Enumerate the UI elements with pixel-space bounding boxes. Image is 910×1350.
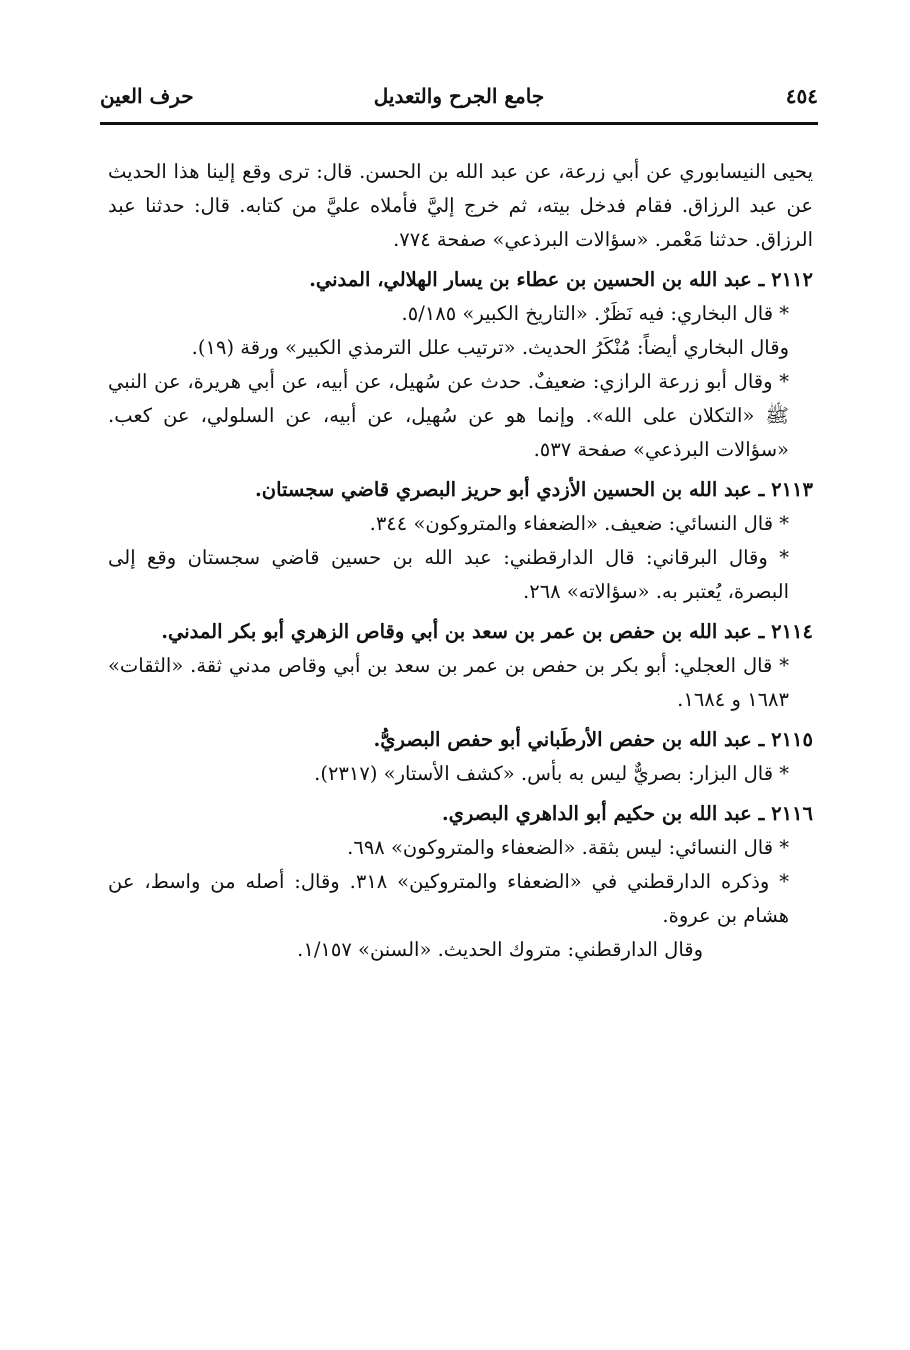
paragraph: وقال البخاري أيضاً: مُنْكَرُ الحديث. «ترتيب علل الترمذي الكبير» ورقة (١٩). xyxy=(191,336,789,359)
paragraph: * قال البخاري: فيه نَظَرٌ. «التاريخ الكبير» ٥/١٨٥. xyxy=(401,302,789,325)
paragraph: وقال الدارقطني: متروك الحديث. «السنن» ١/١٥٧. xyxy=(297,938,703,961)
paragraph: * وقال البرقاني: قال الدارقطني: عبد الله بن حسين قاضي سجستان وقع إلى البصرة، يُعتبر به. «سؤالاته» ٢٦٨. xyxy=(108,546,789,603)
paragraph: * وذكره الدارقطني في «الضعفاء والمتروكين» ٣١٨. وقال: أصله من واسط، عن هشام بن عروة. xyxy=(108,870,789,927)
book-title: جامع الجرح والتعديل xyxy=(373,84,545,108)
section-title: حرف العين xyxy=(100,84,194,108)
paragraph: * قال النسائي: ضعيف. «الضعفاء والمتروكون» ٣٤٤. xyxy=(369,512,789,535)
paragraph: * قال البزار: بصريٌّ ليس به بأس. «كشف الأستار» (٢٣١٧). xyxy=(314,762,789,785)
paragraph: * قال العجلي: أبو بكر بن حفص بن عمر بن سعد بن أبي وقاص مدني ثقة. «الثقات» ١٦٨٣ و ١٦٨٤. xyxy=(108,654,789,711)
paragraph: * وقال أبو زرعة الرازي: ضعيفٌ. حدث عن سُهيل، عن أبيه، عن أبي هريرة، عن النبي ﷺ «التكلان على الله». وإنما هو عن سُهيل، عن أبيه، عن السلولي، عن كعب. «سؤالات البرذعي» صفحة ٥٣٧. xyxy=(108,370,789,461)
paragraph: يحيى النيسابوري عن أبي زرعة، عن عبد الله بن الحسن. قال: ترى وقع إلينا هذا الحديث عن عبد الرزاق. فقام فدخل بيته، ثم خرج إليَّ فأملاه عليَّ من كتابه. قال: حدثنا عبد الرزاق. حدثنا مَعْمر. «سؤالات البرذعي» صفحة ٧٧٤. xyxy=(108,160,813,251)
paragraph: * قال النسائي: ليس بثقة. «الضعفاء والمتروكون» ٦٩٨. xyxy=(347,836,789,859)
entry-heading: ٢١١٢ ـ عبد الله بن الحسين بن عطاء بن يسار الهلالي، المدني. xyxy=(309,268,813,291)
page-body xyxy=(108,155,813,967)
entry-heading: ٢١١٣ ـ عبد الله بن الحسين الأزدي أبو حريز البصري قاضي سجستان. xyxy=(255,478,813,501)
entry-heading: ٢١١٤ ـ عبد الله بن حفص بن عمر بن سعد بن أبي وقاص الزهري أبو بكر المدني. xyxy=(161,620,813,643)
page-header xyxy=(100,84,818,120)
header-rule xyxy=(100,122,818,125)
entry-heading: ٢١١٦ ـ عبد الله بن حكيم أبو الداهري البصري. xyxy=(441,802,813,825)
page-number: ٤٥٤ xyxy=(785,84,818,108)
entry-heading: ٢١١٥ ـ عبد الله بن حفص الأرطَباني أبو حفص البصريُّ. xyxy=(373,728,813,751)
